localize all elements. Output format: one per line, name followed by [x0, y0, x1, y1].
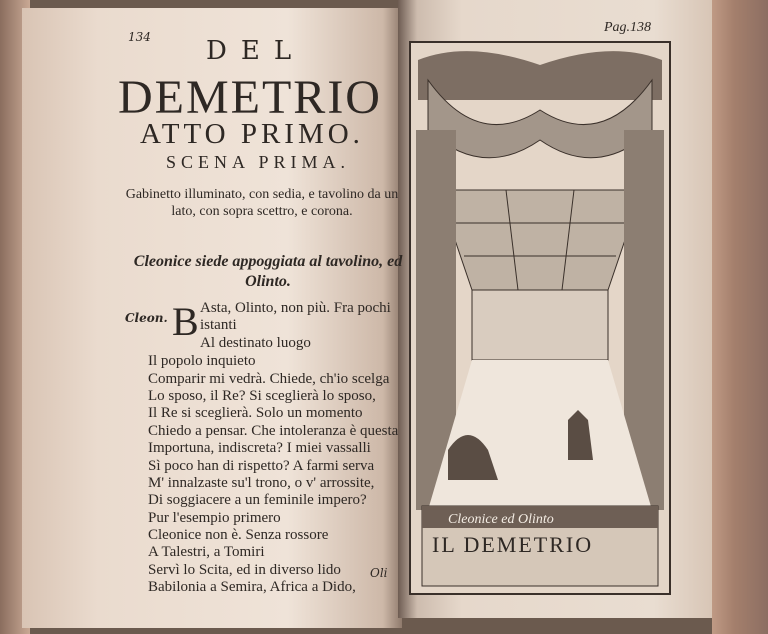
- title-large: DEMETRIO: [118, 71, 382, 124]
- title-small: DEL: [206, 36, 306, 66]
- verse-line: Comparir mi vedrà. Chiede, ch'io scelga: [148, 370, 390, 387]
- verse-line: Cleonice non è. Senza rossore: [148, 527, 329, 544]
- page-number: 134: [128, 30, 151, 44]
- verse-line: Il popolo inquieto: [148, 353, 256, 370]
- coffered-ceiling: [438, 190, 642, 290]
- verse-line: Importuna, indiscreta? I miei vassalli: [148, 440, 371, 457]
- speaker-name: Cleon.: [125, 311, 168, 325]
- book-edge-right: [712, 0, 768, 634]
- verse-line: Il Re si sceglierà. Solo un momento: [148, 405, 363, 422]
- cartouche-title: IL DEMETRIO: [432, 532, 594, 557]
- act-heading: ATTO PRIMO.: [140, 118, 364, 150]
- verse-line: A Talestri, a Tomiri: [148, 544, 265, 561]
- verse-line: Al destinato luogo: [200, 334, 311, 351]
- verse-line: Lo sposo, il Re? Si sceglierà lo sposo,: [148, 387, 376, 404]
- drop-cap: B: [172, 299, 199, 344]
- verse-text: [148, 300, 400, 597]
- verse-line: Asta, Olinto, non più. Fra pochi: [200, 300, 391, 316]
- catchword: Oli: [370, 566, 388, 580]
- scene-heading: SCENA PRIMA.: [166, 152, 351, 172]
- stage-direction: Cleonice siede appoggiata al tavolino, ed Olinto.: [133, 253, 403, 290]
- verse-line: Babilonia a Semira, Africa a Dido,: [148, 579, 356, 596]
- verse-line: istanti: [200, 317, 237, 334]
- engraving-caption: Cleonice ed Olinto: [448, 512, 554, 527]
- verse-line: Sì poco han di rispetto? A farmi serva: [148, 457, 375, 474]
- verse-line: Di soggiacere a un feminile impero?: [148, 492, 367, 509]
- stage-setting: Gabinetto illuminato, con sedia, e tavolino da un lato, con sopra scettro, e corona.: [125, 187, 399, 219]
- verse-line: Pur l'esempio primero: [148, 509, 281, 526]
- back-wall: [472, 290, 608, 360]
- verse-line: Chiedo a pensar. Che intoleranza è questa: [148, 422, 399, 439]
- page-reference: Pag.138: [604, 20, 652, 35]
- verse-line: M' innalzaste su'l trono, o v' arrossite,: [148, 474, 375, 491]
- verse-line: Servì lo Scita, ed in diverso lido: [148, 561, 341, 578]
